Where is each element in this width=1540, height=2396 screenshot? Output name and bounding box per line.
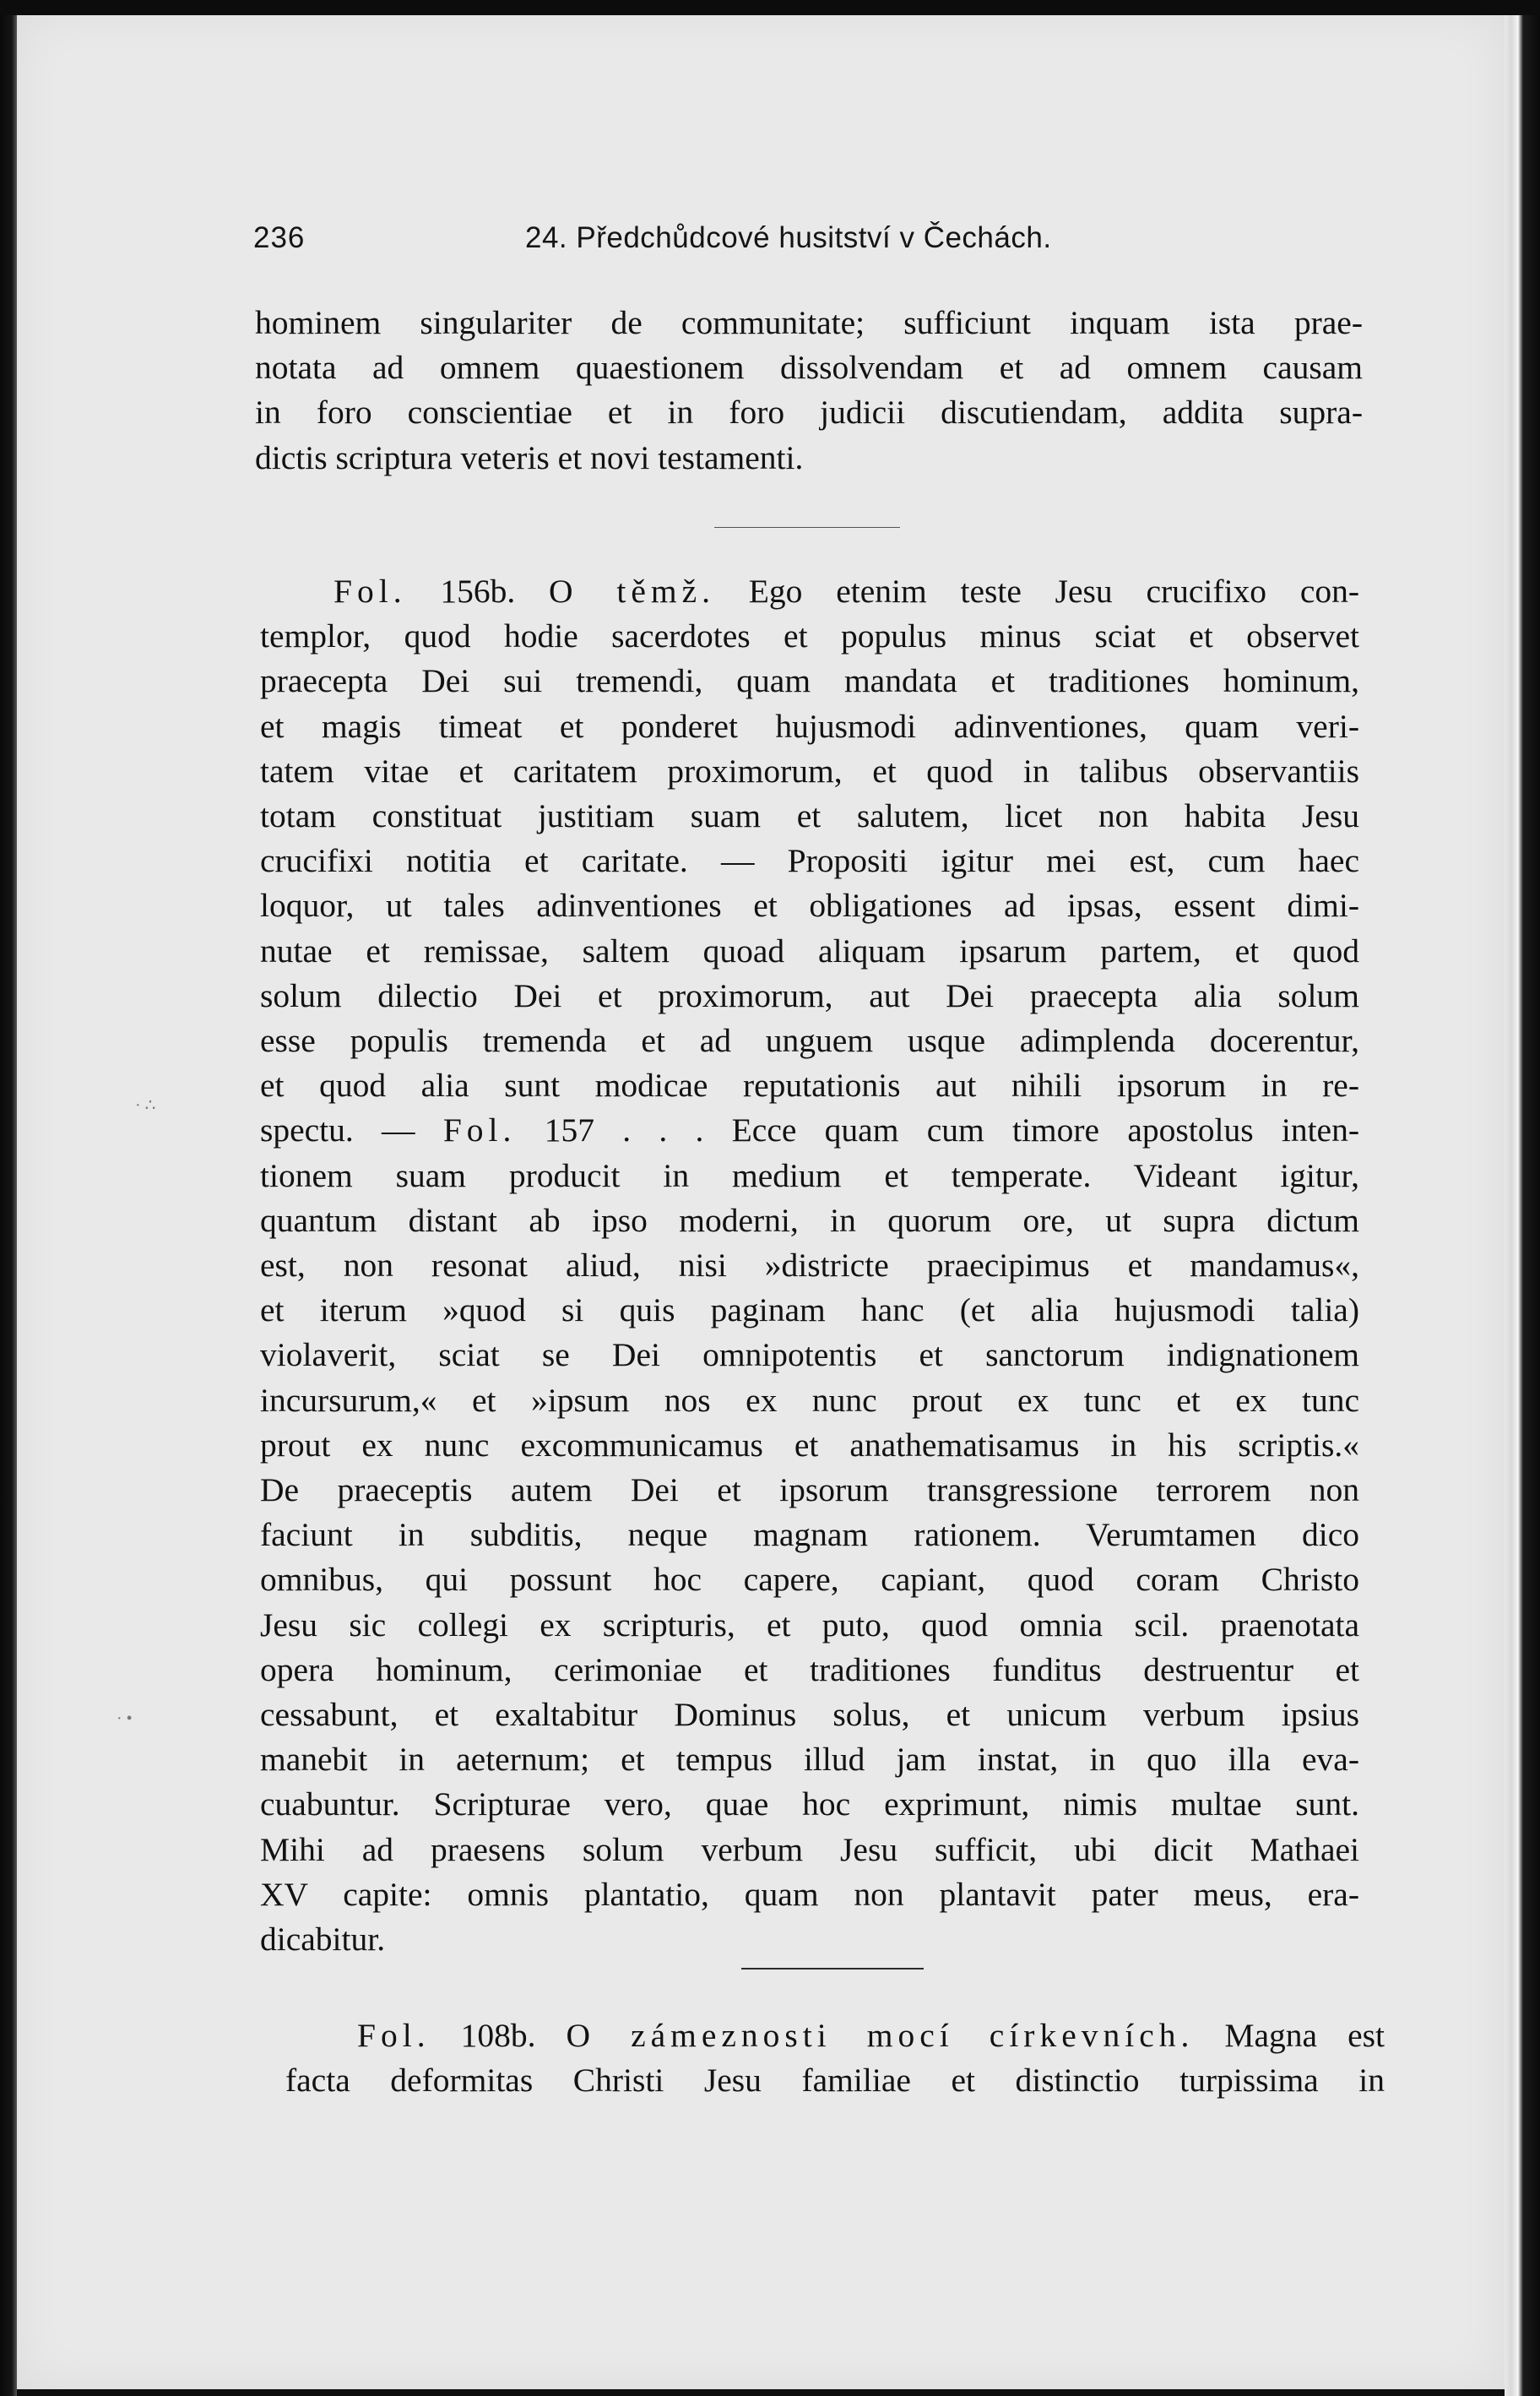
- section-heading: O zámeznosti mocí církevních.: [566, 2017, 1195, 2054]
- scan-speck: · •: [117, 1709, 133, 1728]
- folio-number: 108b.: [460, 2017, 536, 2054]
- text-line: hominem singulariter de communitate; sufficiunt inquam ista prae-: [255, 304, 1363, 341]
- text-line: incursurum,« et »ipsum nos ex nunc prout ex tunc et ex tunc: [260, 1381, 1359, 1419]
- text-line: facta deformitas Christi Jesu familiae et distinctio turpissima in: [285, 2062, 1385, 2100]
- folio-number: 156b.: [440, 573, 516, 610]
- text-line: est, non resonat aliud, nisi »districte praecipimus et mandamus«,: [260, 1247, 1359, 1285]
- text-line: et iterum »quod si quis paginam hanc (et alia hujusmodi talia): [260, 1291, 1359, 1329]
- text-line: et quod alia sunt modicae reputationis aut nihili ipsorum in re-: [260, 1067, 1359, 1105]
- paragraph-fol-156b: [260, 569, 1359, 1962]
- running-title: 24. Předchůdcové husitství v Čechách.: [525, 221, 1052, 254]
- page-header: [253, 221, 1385, 264]
- text-line: prout ex nunc excommunicamus et anathematisamus in his scriptis.«: [260, 1426, 1359, 1464]
- text-fragment: Magna est: [1224, 2017, 1385, 2054]
- section-divider: [714, 527, 900, 528]
- text-line: esse populis tremenda et ad unguem usque adimplenda docerentur,: [260, 1022, 1359, 1060]
- text-line: tatem vitae et caritatem proximorum, et quod in talibus observantiis: [260, 752, 1359, 790]
- text-line: dicabitur.: [260, 1921, 386, 1959]
- text-line: loquor, ut tales adinventiones et obligationes ad ipsas, essent dimi-: [260, 887, 1359, 925]
- scan-top-edge: [0, 0, 1540, 15]
- text-line: faciunt in subditis, neque magnam rationem. Verumtamen dico: [260, 1516, 1359, 1554]
- text-line: praecepta Dei sui tremendi, quam mandata et traditiones hominum,: [260, 662, 1359, 700]
- scan-speck: · ∴: [135, 1096, 156, 1115]
- text-line: violaverit, sciat se Dei omnipotentis et sanctorum indignationem: [260, 1336, 1359, 1374]
- text-line: cessabunt, et exaltabitur Dominus solus, et unicum verbum ipsius: [260, 1696, 1359, 1734]
- scan-right-edge: [1505, 0, 1540, 2396]
- text-line: et magis timeat et ponderet hujusmodi adinventiones, quam veri-: [260, 707, 1359, 745]
- text-line: dictis scriptura veteris et novi testamenti.: [255, 438, 804, 476]
- text-line: omnibus, qui possunt hoc capere, capiant, quod coram Christo: [260, 1561, 1359, 1599]
- paragraph-continuation: [255, 301, 1363, 481]
- text-fragment: spectu. —: [260, 1111, 415, 1149]
- text-line: XV capite: omnis plantatio, quam non plantavit pater meus, era-: [260, 1875, 1359, 1913]
- folio-label: Fol.: [333, 573, 407, 610]
- text-line: De praeceptis autem Dei et ipsorum transgressione terrorem non: [260, 1471, 1359, 1509]
- text-line: totam constituat justitiam suam et salutem, licet non habita Jesu: [260, 797, 1359, 835]
- text-fragment: Ego etenim teste Jesu crucifixo con-: [748, 573, 1360, 610]
- text-line: Mihi ad praesens solum verbum Jesu sufficit, ubi dicit Mathaei: [260, 1830, 1359, 1868]
- text-line: templor, quod hodie sacerdotes et populus minus sciat et observet: [260, 617, 1359, 655]
- text-line: crucifixi notitia et caritate. — Propositi igitur mei est, cum haec: [260, 842, 1359, 880]
- text-line: [260, 1108, 1359, 1153]
- text-line: notata ad omnem quaestionem dissolvendam et ad omnem causam: [255, 349, 1363, 387]
- text-fragment: 157 . . . Ecce quam cum timore apostolus inten-: [544, 1111, 1359, 1149]
- text-line: cuabuntur. Scripturae vero, quae hoc exprimunt, nimis multae sunt.: [260, 1785, 1359, 1823]
- scan-left-edge: [0, 0, 17, 2396]
- text-line: manebit in aeternum; et tempus illud jam instat, in quo illa eva-: [260, 1741, 1359, 1779]
- text-line: quantum distant ab ipso moderni, in quorum ore, ut supra dictum: [260, 1201, 1359, 1239]
- text-line: solum dilectio Dei et proximorum, aut Dei praecepta alia solum: [260, 976, 1359, 1014]
- text-line: in foro conscientiae et in foro judicii discutiendam, addita supra-: [255, 394, 1363, 432]
- page-number: 236: [253, 221, 306, 254]
- section-heading: O těmž.: [549, 573, 715, 610]
- paragraph-fol-108b: [285, 2013, 1385, 2103]
- text-line: Jesu sic collegi ex scripturis, et puto, quod omnia scil. praenotata: [260, 1605, 1359, 1644]
- section-divider: [741, 1968, 924, 1970]
- folio-label: Fol.: [357, 2017, 431, 2054]
- text-line: nutae et remissae, saltem quoad aliquam ipsarum partem, et quod: [260, 932, 1359, 970]
- text-line: [285, 2013, 1385, 2058]
- text-line: tionem suam producit in medium et temperate. Videant igitur,: [260, 1156, 1359, 1194]
- text-line: [260, 569, 1359, 614]
- text-line: opera hominum, cerimoniae et traditiones funditus destruentur et: [260, 1650, 1359, 1688]
- folio-label: Fol.: [442, 1111, 517, 1149]
